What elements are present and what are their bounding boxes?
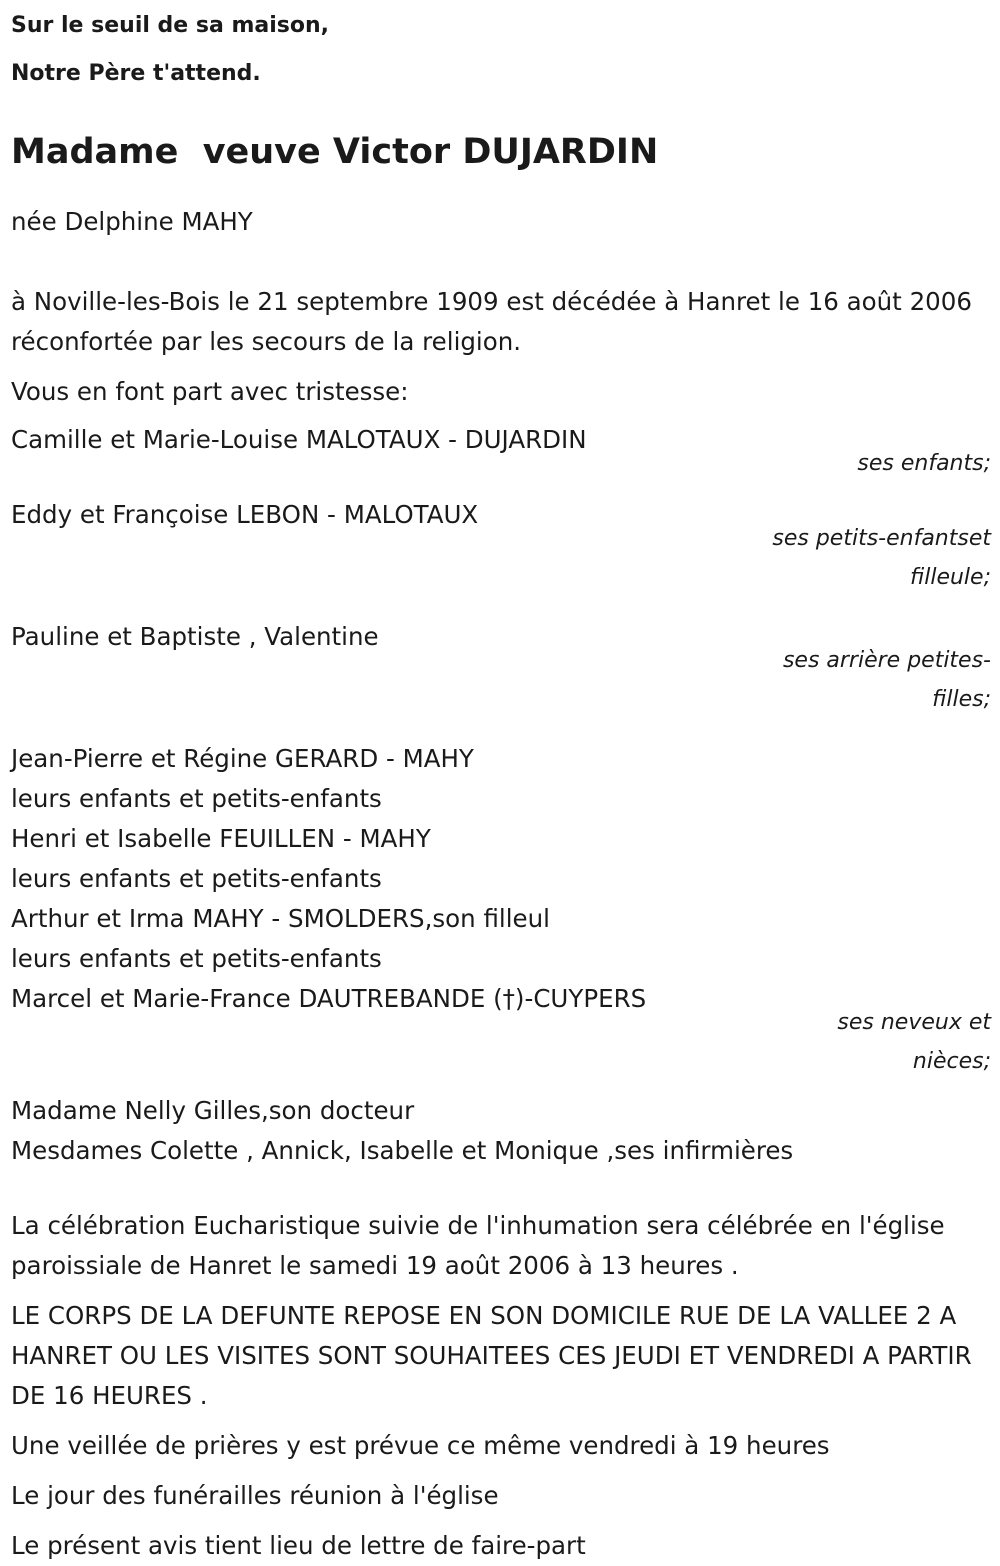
role-line: ses neveux et	[837, 1010, 991, 1035]
caregivers	[11, 1091, 991, 1171]
role-line: ses arrière petites-	[782, 648, 991, 673]
nephew-line: Marcel et Marie-France DAUTREBANDE (†)-CUYPERS	[11, 984, 647, 1013]
nephews-list	[11, 739, 991, 1019]
funeral-day-info: Le jour des funérailles réunion à l'église	[11, 1481, 499, 1510]
nephew-line: Jean-Pierre et Régine GERARD - MAHY	[11, 744, 474, 773]
vigil-info: Une veillée de prières y est prévue ce même vendredi à 19 heures	[11, 1431, 830, 1460]
grandchildren-names: Eddy et Françoise LEBON - MALOTAUX	[11, 500, 479, 529]
birth-name: née Delphine MAHY	[11, 207, 253, 236]
deceased-name: Madame veuve Victor DUJARDIN	[11, 132, 659, 172]
nephew-line: leurs enfants et petits-enfants	[11, 944, 382, 973]
great-grandchildren-names: Pauline et Baptiste , Valentine	[11, 622, 379, 651]
obituary-notice	[11, 0, 991, 1566]
children-role: ses enfants;	[857, 451, 991, 476]
role-line: ses petits-enfantset	[772, 526, 991, 551]
nephew-line: Henri et Isabelle FEUILLEN - MAHY	[11, 824, 431, 853]
quote-line: Sur le seuil de sa maison,	[11, 13, 330, 38]
nephew-line: leurs enfants et petits-enfants	[11, 864, 382, 893]
notice-info: Le présent avis tient lieu de lettre de faire-part	[11, 1531, 586, 1560]
role-line: nièces;	[912, 1049, 991, 1074]
birth-death-details: à Noville-les-Bois le 21 septembre 1909 est décédée à Hanret le 16 août 2006 réconfortée par les secours de la religion.	[11, 287, 972, 356]
children-names: Camille et Marie-Louise MALOTAUX - DUJARDIN	[11, 425, 587, 454]
opening-quote	[11, 2, 991, 98]
nephew-line: Arthur et Irma MAHY - SMOLDERS,son filleul	[11, 904, 550, 933]
family-list	[11, 420, 991, 1081]
caregiver-line: Mesdames Colette , Annick, Isabelle et Monique ,ses infirmières	[11, 1136, 794, 1165]
quote-line: Notre Père t'attend.	[11, 61, 261, 86]
viewing-info: LE CORPS DE LA DEFUNTE REPOSE EN SON DOMICILE RUE DE LA VALLEE 2 A HANRET OU LES VISITES SONT SOUHAITEES CES JEUDI ET VENDREDI A PARTIR DE 16 HEURES .	[11, 1301, 972, 1410]
ceremony-info: La célébration Eucharistique suivie de l'inhumation sera célébrée en l'église paroissiale de Hanret le samedi 19 août 2006 à 13 heures .	[11, 1211, 945, 1280]
role-line: filleule;	[910, 565, 991, 590]
caregiver-line: Madame Nelly Gilles,son docteur	[11, 1096, 415, 1125]
nephew-line: leurs enfants et petits-enfants	[11, 784, 382, 813]
role-line: filles;	[932, 687, 991, 712]
announcement: Vous en font part avec tristesse:	[11, 377, 409, 406]
